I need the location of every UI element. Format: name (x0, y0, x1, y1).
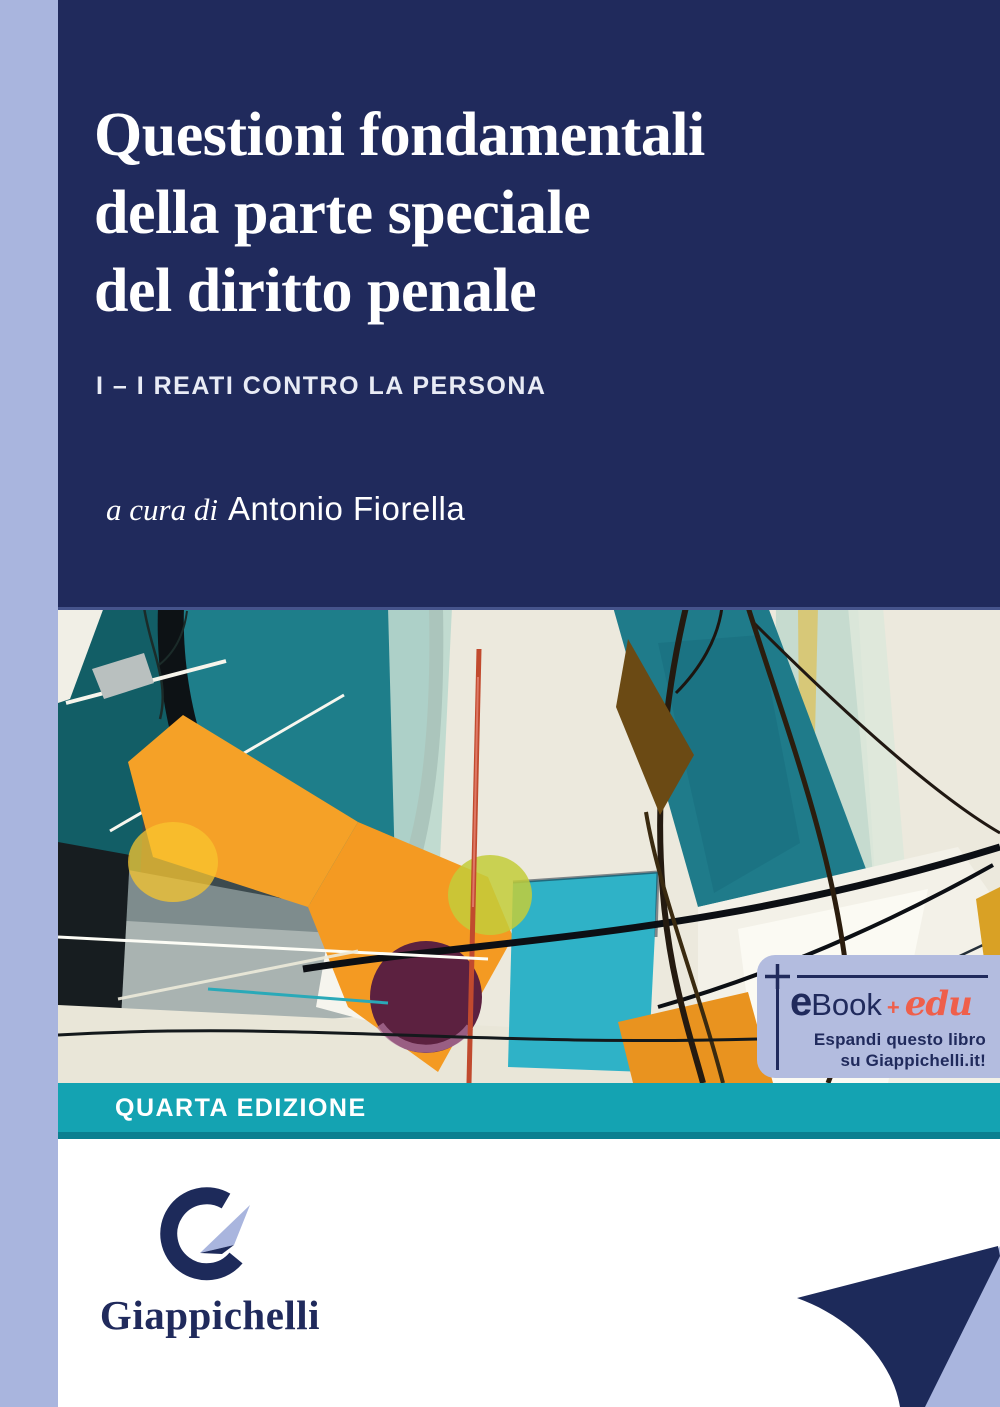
header-panel (58, 0, 1000, 607)
ebook-badge (757, 955, 1000, 1078)
badge-rule-horizontal (797, 975, 988, 978)
title-line-2: della parte speciale (94, 179, 591, 247)
edition-band (58, 1083, 1000, 1139)
edition-label: QUARTA EDIZIONE (115, 1094, 367, 1122)
spine-strip (0, 0, 58, 1407)
author-credit (106, 490, 465, 528)
ebook-wordmark (790, 980, 972, 1025)
credit-name: Antonio Fiorella (227, 490, 466, 527)
badge-tagline-line1: Espandi questo libro (813, 1030, 986, 1049)
plus-icon (764, 963, 791, 990)
badge-tagline-line2: su Giappichelli.it! (840, 1051, 986, 1070)
badge-tagline (814, 1029, 986, 1071)
ebook-e: e (790, 980, 812, 1024)
corner-swoosh-icon (790, 1242, 1000, 1407)
ebook-edu: edu (904, 984, 972, 1024)
badge-plus-sign: + (886, 995, 900, 1020)
book-subtitle: I – I REATI CONTRO LA PERSONA (96, 372, 547, 400)
publisher-name: Giappichelli (99, 1292, 321, 1338)
giappichelli-logo-icon (160, 1187, 260, 1287)
title-line-1: Questioni fondamentali (94, 101, 705, 169)
title-line-3: del diritto penale (94, 257, 537, 325)
badge-rule-vertical (776, 988, 779, 1070)
ebook-book: Book (811, 987, 882, 1022)
credit-prefix: a cura di (106, 492, 218, 527)
book-title (94, 96, 705, 330)
